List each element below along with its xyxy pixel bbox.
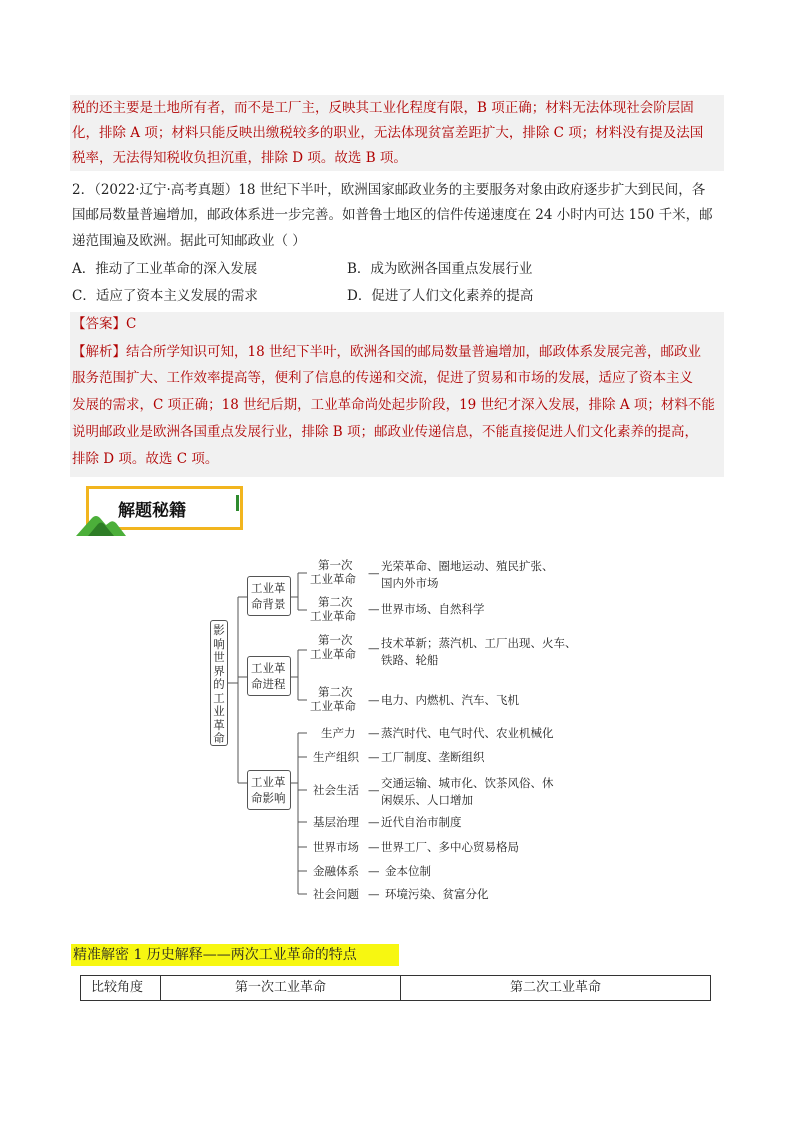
bg-first-desc-1: 光荣革命、圈地运动、殖民扩张、 (381, 559, 554, 573)
impact-item-1-desc: 蒸汽时代、电气时代、农业机械化 (381, 726, 554, 740)
analysis-line-2: 服务范围扩大、工作效率提高等，便利了信息的传递和交流，促进了贸易和市场的发展，适应了资本主义 (72, 370, 693, 386)
prev-analysis-line-1: 税的还主要是土地所有者，而不是工厂主，反映其工业化程度有限，B 项正确；材料无法体现社会阶层固 (72, 100, 694, 116)
proc-first-desc-1: 技术革新；蒸汽机、工厂出现、火车、 (381, 636, 577, 650)
impact-item-6-dash: — (368, 864, 380, 878)
question-2-line-2: 国邮局数量普遍增加，邮政体系进一步完善。如普鲁士地区的信件传递速度在 24 小时内可达 150 千米，邮 (72, 207, 713, 223)
bg-second-desc-1: 世界市场、自然科学 (381, 602, 485, 616)
prev-analysis-line-3: 税率，无法得知税收负担沉重，排除 D 项。故选 B 项。 (72, 150, 407, 166)
bg-second-name-1: 第二次 (318, 595, 353, 609)
impact-item-1-dash: — (368, 726, 380, 740)
impact-item-1-name: 生产力 (321, 726, 356, 740)
impact-item-7-desc: 环境污染、贫富分化 (385, 887, 489, 901)
impact-item-4-name: 基层治理 (313, 815, 359, 829)
mindmap-root-label: 影响世界的工业革命 (213, 623, 225, 745)
impact-item-5-dash: — (368, 840, 380, 854)
impact-item-5-name: 世界市场 (313, 840, 359, 854)
tips-badge-title: 解题秘籍 (118, 501, 186, 521)
bg-first-name-2: 工业革命 (310, 572, 356, 586)
group-background-label-1: 工业革 (251, 581, 286, 595)
impact-item-3-desc-2: 闲娱乐、人口增加 (381, 793, 473, 807)
option-a: A．推动了工业革命的深入发展 (72, 261, 258, 277)
proc-first-name-2: 工业革命 (310, 647, 356, 661)
analysis-text-1: 结合所学知识可知，18 世纪下半叶，欧洲各国的邮局数量普遍增加，邮政体系发展完善，邮政业 (126, 344, 701, 360)
question-2-line-1: 2．（2022·辽宁·高考真题）18 世纪下半叶，欧洲国家邮政业务的主要服务对象由政府逐步扩大到民间，各 (72, 182, 706, 198)
impact-item-4-dash: — (368, 815, 380, 829)
impact-item-3-name: 社会生活 (313, 783, 359, 797)
impact-item-6-desc: 金本位制 (385, 864, 431, 878)
impact-item-6-name: 金融体系 (313, 864, 359, 878)
analysis-line-5: 排除 D 项。故选 C 项。 (72, 451, 219, 467)
proc-first-name-1: 第一次 (318, 633, 353, 647)
impact-item-5-desc: 世界工厂、多中心贸易格局 (381, 840, 519, 854)
proc-second-name-1: 第二次 (318, 685, 353, 699)
impact-item-7-name: 社会问题 (313, 887, 359, 901)
bg-first-dash: — (368, 566, 380, 580)
proc-second-dash: — (368, 693, 380, 707)
impact-item-3-desc-1: 交通运输、城市化、饮茶风俗、休 (381, 776, 554, 790)
group-impact-label-2: 命影响 (251, 791, 286, 805)
analysis-line-3: 发展的需求，C 项正确；18 世纪后期，工业革命尚处起步阶段，19 世纪才深入发展，排除 A 项；材料不能 (72, 397, 715, 413)
group-process-label-2: 命进程 (251, 677, 286, 691)
bg-first-desc-2: 国内外市场 (381, 576, 439, 590)
bg-first-name-1: 第一次 (318, 558, 353, 572)
group-impact-label-1: 工业革 (251, 775, 286, 789)
section-title: 精准解密 1 历史解释——两次工业革命的特点 (73, 947, 357, 963)
question-2-line-3: 递范围遍及欧洲。据此可知邮政业（ ） (72, 233, 306, 249)
proc-first-desc-2: 铁路、轮船 (381, 653, 439, 667)
impact-item-4-desc: 近代自治市制度 (381, 815, 462, 829)
group-process-label-1: 工业革 (251, 661, 286, 675)
option-c: C．适应了资本主义发展的需求 (72, 288, 258, 304)
table-header-first: 第一次工业革命 (161, 976, 401, 1001)
impact-item-3-dash: — (368, 783, 380, 797)
option-d: D．促进了人们文化素养的提高 (347, 288, 534, 304)
impact-item-2-name: 生产组织 (313, 750, 359, 764)
impact-item-2-desc: 工厂制度、垄断组织 (381, 750, 485, 764)
answer-value: C (126, 316, 137, 332)
impact-item-7-dash: — (368, 887, 380, 901)
table-header-angle: 比较角度 (81, 976, 161, 1001)
proc-second-name-2: 工业革命 (310, 699, 356, 713)
comparison-table (80, 975, 711, 1001)
prev-analysis-line-2: 化，排除 A 项；材料只能反映出缴税较多的职业，无法体现贫富差距扩大，排除 C 项；材料没有提及法国 (72, 125, 704, 141)
proc-first-dash: — (368, 641, 380, 655)
table-header-second: 第二次工业革命 (401, 976, 711, 1001)
option-b: B．成为欧洲各国重点发展行业 (347, 261, 533, 277)
impact-item-2-dash: — (368, 750, 380, 764)
bg-second-dash: — (368, 602, 380, 616)
group-background-label-2: 命背景 (251, 597, 286, 611)
bg-second-name-2: 工业革命 (310, 609, 356, 623)
analysis-line-4: 说明邮政业是欧洲各国重点发展行业，排除 B 项；邮政业传递信息，不能直接促进人们文化素养的提高， (72, 424, 699, 440)
proc-second-desc-1: 电力、内燃机、汽车、飞机 (381, 693, 519, 707)
answer-tag: 【答案】 (72, 316, 126, 332)
analysis-tag: 【解析】 (72, 344, 126, 360)
